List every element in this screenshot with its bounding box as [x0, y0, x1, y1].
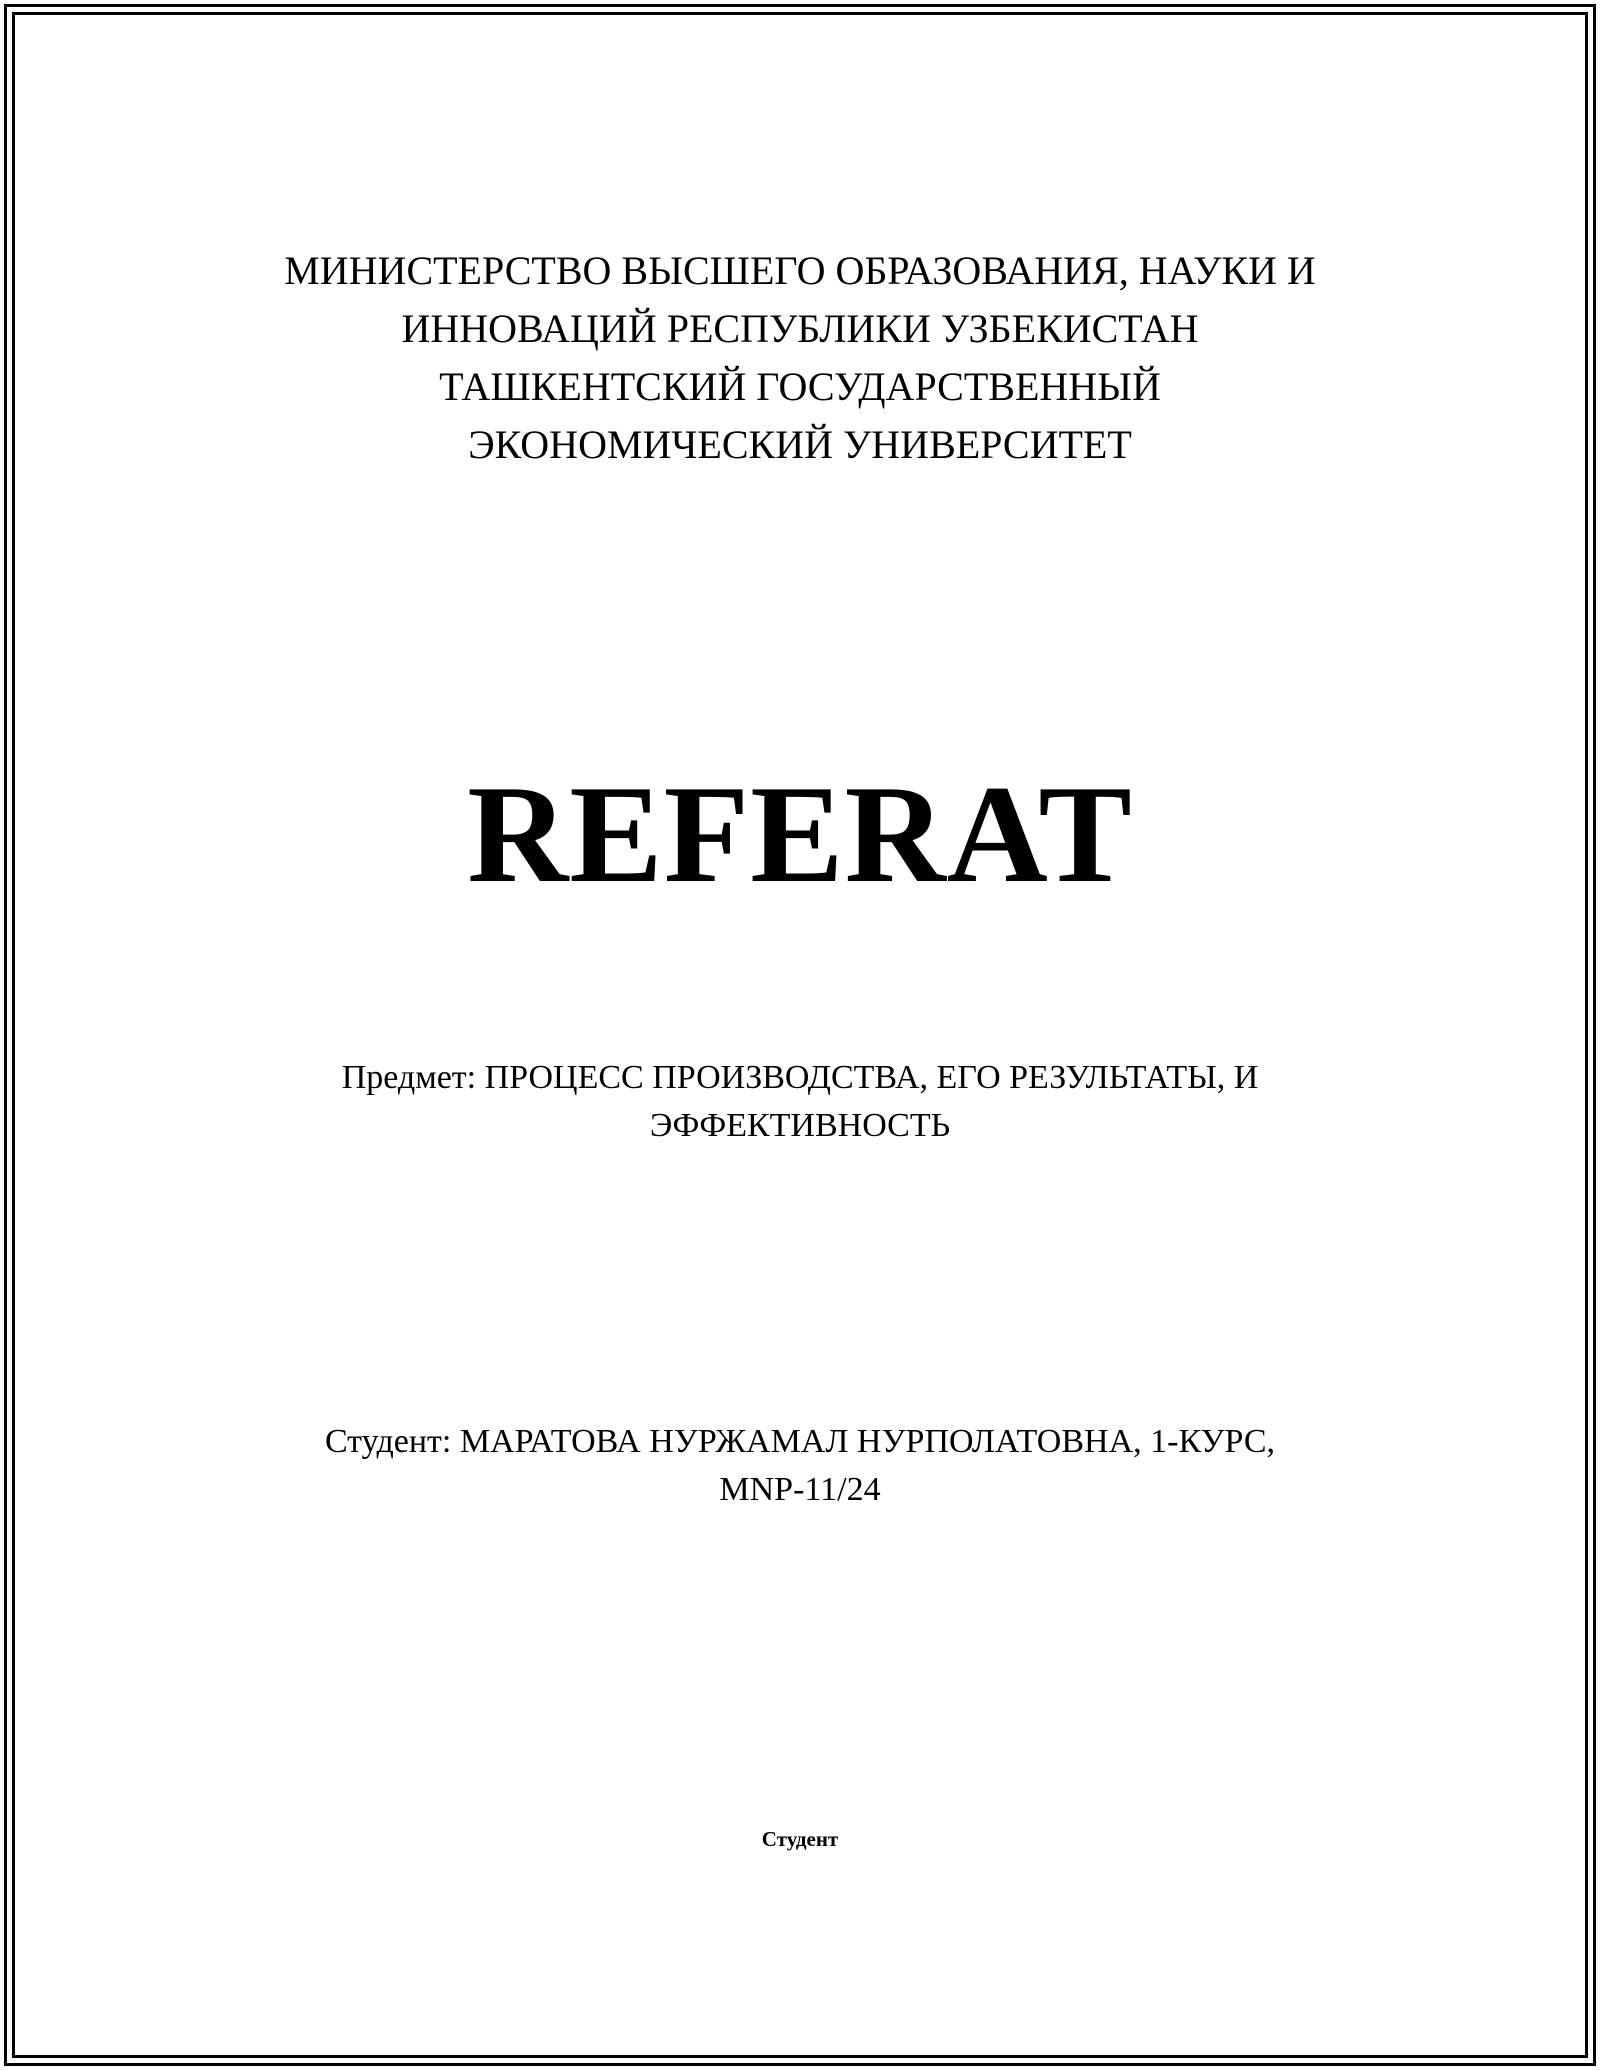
student-block [0, 1418, 1600, 1514]
subject-line-2: ЭФФЕКТИВНОСТЬ [649, 1107, 951, 1144]
header-line-2: ИННОВАЦИЙ РЕСПУБЛИКИ УЗБЕКИСТАН [401, 306, 1199, 351]
header-line-1: МИНИСТЕРСТВО ВЫСШЕГО ОБРАЗОВАНИЯ, НАУКИ И [284, 248, 1316, 293]
subject-line-1: Предмет: ПРОЦЕСС ПРОИЗВОДСТВА, ЕГО РЕЗУЛЬТАТЫ, И [341, 1059, 1259, 1096]
header-line-4: ЭКОНОМИЧЕСКИЙ УНИВЕРСИТЕТ [468, 422, 1132, 467]
header-line-3: ТАШКЕНТСКИЙ ГОСУДАРСТВЕННЫЙ [439, 364, 1161, 409]
student-line-2: MNP-11/24 [719, 1471, 881, 1508]
footer-label: Студент [761, 1827, 839, 1851]
student-line-1: Студент: МАРАТОВА НУРЖАМАЛ НУРПОЛАТОВНА, 1-КУРС, [324, 1423, 1276, 1460]
subject-block [0, 1054, 1600, 1150]
document-title: REFERAT [467, 757, 1133, 912]
institution-header [0, 242, 1600, 474]
